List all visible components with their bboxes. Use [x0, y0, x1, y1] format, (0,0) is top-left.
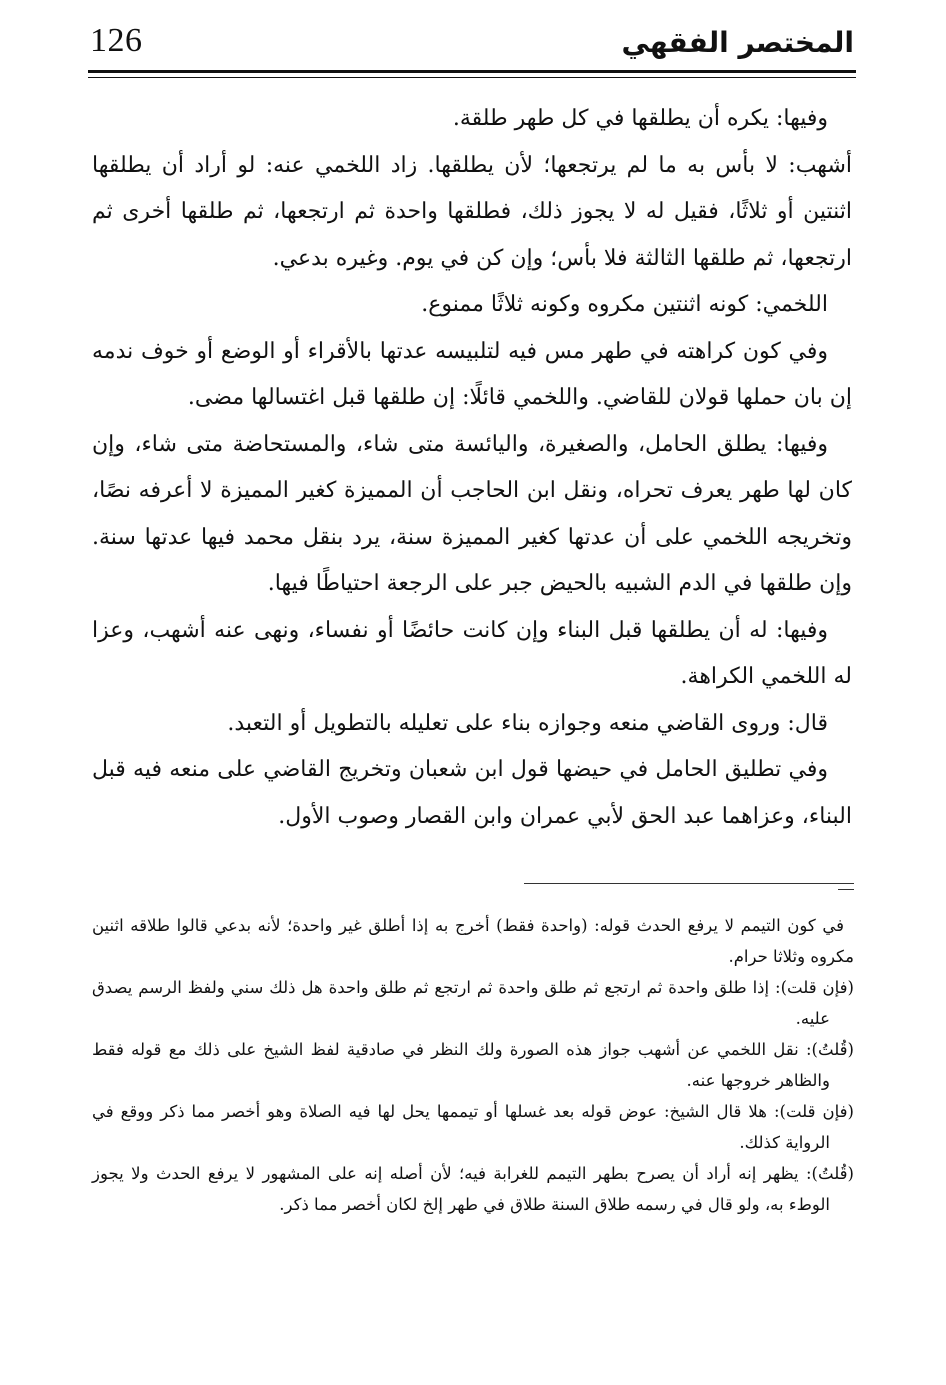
- paragraph: اللخمي: كونه اثنتين مكروه وكونه ثلاثًا ممنوع.: [421, 292, 828, 317]
- paragraph: أشهب: لا بأس به ما لم يرتجعها؛ لأن يطلقها. زاد اللخمي عنه: لو أراد أن يطلقها اثنتين أو ثلاثًا، فقيل له لا يجوز ذلك، فطلقها واحدة ثم ارتجعها، ثم طلقها أخرى ثم ارتجعها، ثم طلقها الثالثة فلا بأس؛ وإن كن في يوم. وغيره بدعي.: [92, 152, 852, 271]
- footnotes: [92, 910, 854, 1220]
- header-rule-thin: [88, 77, 856, 78]
- header-rule: [88, 70, 856, 73]
- paragraph: وفي تطليق الحامل في حيضها قول ابن شعبان وتخريج القاضي على منعه فيه قبل البناء، وعزاهما عبد الحق لأبي عمران وابن القصار وصوب الأول.: [92, 757, 852, 829]
- footnote: (قُلتُ): نقل اللخمي عن أشهب جواز هذه الصورة ولك النظر في صادقية لفظ الشيخ على ذلك مع قوله فقط والظاهر خروجها عنه.: [92, 1040, 854, 1090]
- page-number: 126: [90, 22, 143, 59]
- running-title: المختصر الفقهي: [621, 26, 854, 59]
- footnote: (فإن قلت): هلا قال الشيخ: عوض قوله بعد غسلها أو تيممها يحل لها فيه الصلاة وهو أخصر مما ذكر ووقع في الرواية كذلك.: [92, 1102, 854, 1152]
- paragraph: وفيها: يطلق الحامل، والصغيرة، واليائسة متى شاء، والمستحاضة متى شاء، وإن كان لها طهر يعرف تحراه، ونقل ابن الحاجب أن المميزة كغير المميزة لا أعرفه نصًا، وتخريجه اللخمي على أن عدتها كغير المميزة سنة، يرد بنقل محمد فيها عدتها سنة. وإن طلقها في الدم الشبيه بالحيض جبر على الرجعة احتياطًا فيها.: [92, 431, 852, 596]
- footnote-separator: [524, 883, 854, 884]
- paragraph: وفيها: يكره أن يطلقها في كل طهر طلقة.: [452, 106, 828, 131]
- footnote: (قُلتُ): يظهر إنه أراد أن يصرح بطهر التيمم للغرابة فيه؛ لأن أصله إنه على المشهور لا يرفع الحدث ولا يجوز الوطء به، ولو قال في رسمه طلاق السنة طلاق في طهر إلخ لكان أخصر مما ذكر.: [92, 1164, 854, 1214]
- footnote: (فإن قلت): إذا طلق واحدة ثم ارتجع ثم طلق واحدة ثم ارتجع ثم طلق واحدة هل ذلك سني ولفظ الرسم يصدق عليه.: [92, 978, 854, 1028]
- footnote-separator-short: [838, 889, 854, 890]
- paragraph: قال: وروى القاضي منعه وجوازه بناء على تعليله بالتطويل أو التعبد.: [227, 710, 828, 736]
- footnote: في كون التيمم لا يرفع الحدث قوله: (واحدة فقط) أخرج به إذا أطلق غير واحدة؛ لأنه بدعي قالوا طلاقه اثنين مكروه وثلاثا حرام.: [92, 916, 854, 966]
- main-text: [92, 96, 852, 840]
- paragraph: وفي كون كراهته في طهر مس فيه لتلبيسه عدتها بالأقراء أو الوضع أو خوف ندمه إن بان حملها قولان للقاضي. واللخمي قائلًا: إن طلقها قبل اغتسالها مضى.: [92, 338, 852, 410]
- paragraph: وفيها: له أن يطلقها قبل البناء وإن كانت حائضًا أو نفساء، ونهى عنه أشهب، وعزا له اللخمي الكراهة.: [92, 617, 852, 689]
